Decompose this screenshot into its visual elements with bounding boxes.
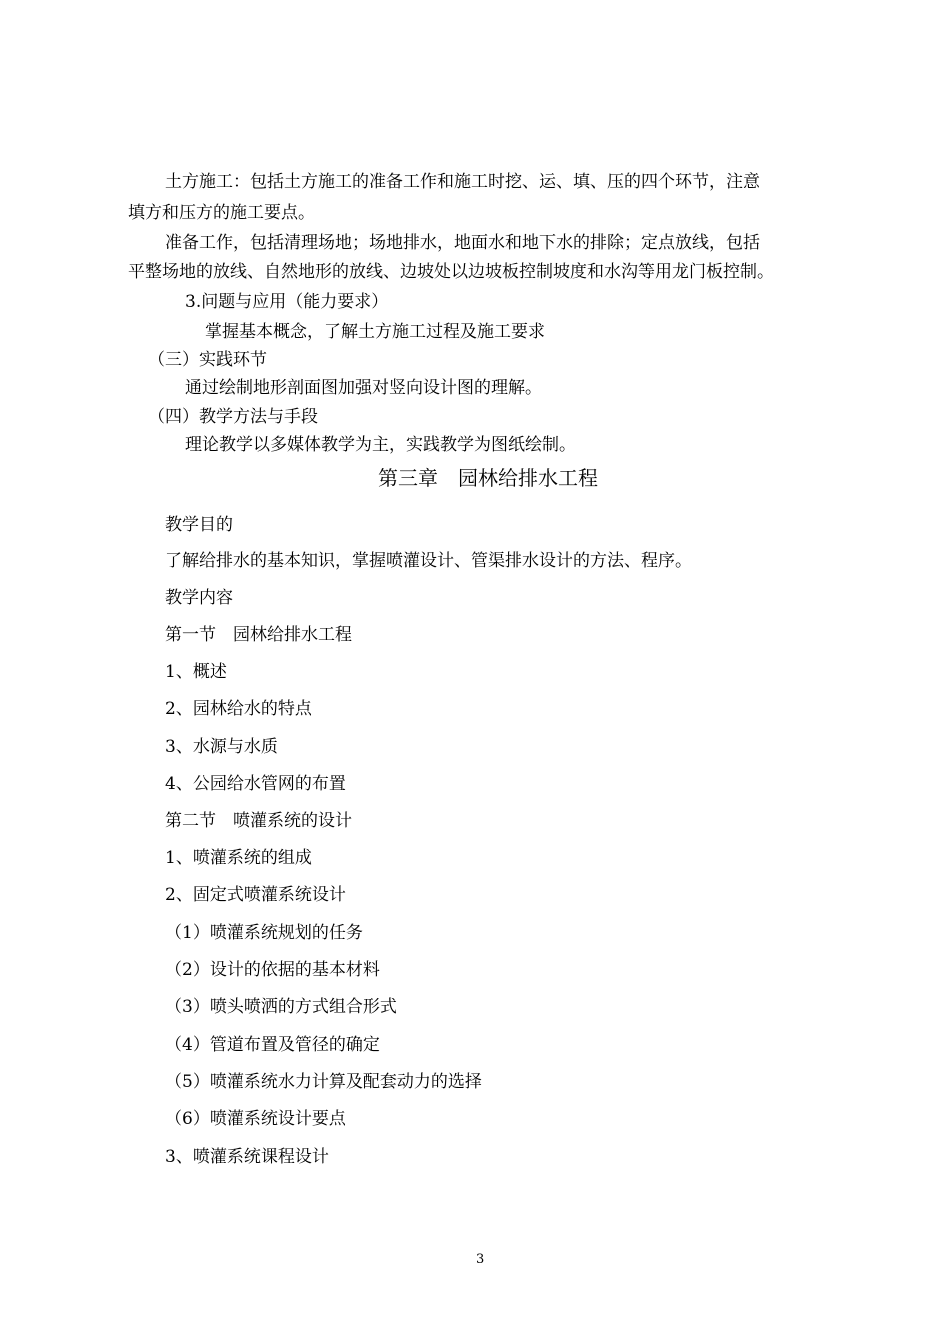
objective-text: 了解给排水的基本知识，掌握喷灌设计、管渠排水设计的方法、程序。 <box>165 551 692 571</box>
content-label: 教学内容 <box>165 588 233 608</box>
outline-item: 3、喷灌系统课程设计 <box>165 1147 329 1167</box>
outline-item: 1、概述 <box>165 662 227 682</box>
chapter-title: 第三章 园林给排水工程 <box>378 466 598 490</box>
objective-label: 教学目的 <box>165 515 233 535</box>
page-number: 3 <box>476 1252 485 1267</box>
paragraph-line: 填方和压方的施工要点。 <box>128 203 315 223</box>
paragraph-line: 平整场地的放线、自然地形的放线、边坡处以边坡板控制坡度和水沟等用龙门板控制。 <box>128 262 774 282</box>
outline-item: 1、喷灌系统的组成 <box>165 848 312 868</box>
outline-subitem: （5）喷灌系统水力计算及配套动力的选择 <box>165 1072 482 1092</box>
outline-subitem: （1）喷灌系统规划的任务 <box>165 923 363 943</box>
outline-item: 2、园林给水的特点 <box>165 699 312 719</box>
item-heading: 3.问题与应用（能力要求） <box>185 292 389 312</box>
section-heading: （三）实践环节 <box>148 350 267 370</box>
item-text: 掌握基本概念，了解土方施工过程及施工要求 <box>205 322 545 342</box>
paragraph-line: 准备工作，包括清理场地；场地排水，地面水和地下水的排除；定点放线，包括 <box>165 233 760 253</box>
section-text: 通过绘制地形剖面图加强对竖向设计图的理解。 <box>185 378 542 398</box>
section-heading: （四）教学方法与手段 <box>148 407 318 427</box>
outline-subitem: （3）喷头喷洒的方式组合形式 <box>165 997 397 1017</box>
outline-item: 3、水源与水质 <box>165 737 278 757</box>
outline-section: 第一节 园林给排水工程 <box>165 625 352 645</box>
outline-subitem: （2）设计的依据的基本材料 <box>165 960 380 980</box>
section-text: 理论教学以多媒体教学为主，实践教学为图纸绘制。 <box>185 435 576 455</box>
outline-item: 4、公园给水管网的布置 <box>165 774 346 794</box>
outline-section: 第二节 喷灌系统的设计 <box>165 811 352 831</box>
outline-subitem: （6）喷灌系统设计要点 <box>165 1109 346 1129</box>
outline-item: 2、固定式喷灌系统设计 <box>165 885 346 905</box>
outline-subitem: （4）管道布置及管径的确定 <box>165 1035 380 1055</box>
paragraph-line: 土方施工：包括土方施工的准备工作和施工时挖、运、填、压的四个环节，注意 <box>165 172 760 192</box>
